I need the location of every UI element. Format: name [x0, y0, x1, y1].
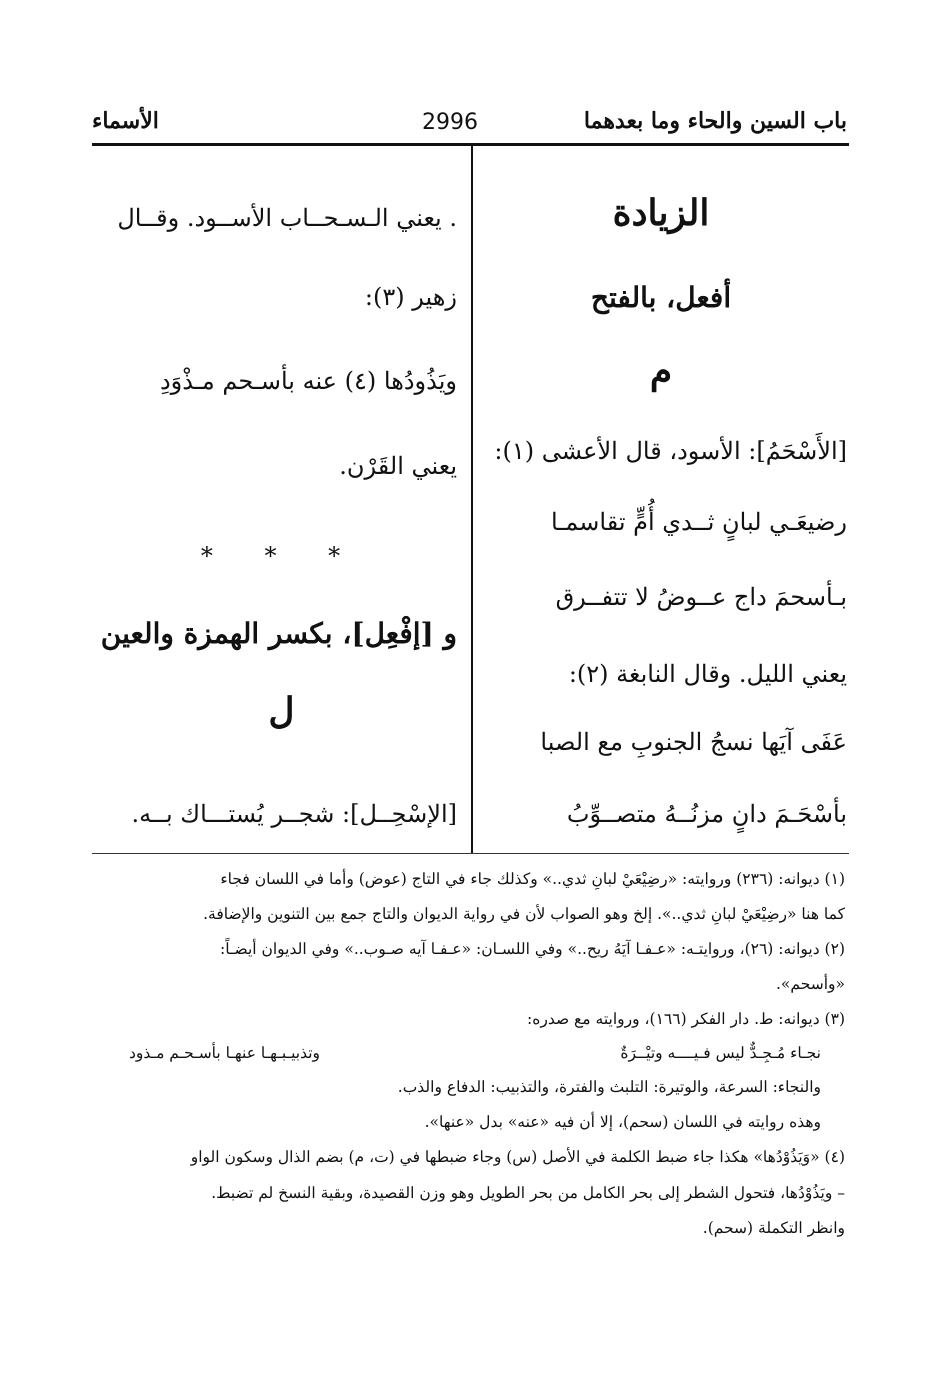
section-heading: الزيادة: [612, 192, 710, 234]
footnote-line: وانظر التكملة (سحم).: [702, 1219, 845, 1237]
footnote-line: (٣) ديوانه: ط. دار الفكر (١٦٦)، وروايته مع صدره:: [527, 1010, 845, 1028]
footnote-line: والنجاء: السرعة، والوتيرة: التلبث والفترة، والتذبيب: الدفاع والذب.: [397, 1078, 821, 1096]
entry-line: [الإسْحِــل]: شجــر يُستـــاك بــه.: [131, 800, 457, 828]
letter-heading: ل: [268, 690, 295, 732]
verse-hemistich-2: وتذبيـبـهـا عنهـا بأسـحـم مـذود: [129, 1044, 321, 1062]
text-line: يعني القَرْن.: [339, 452, 457, 480]
pattern-heading: و [إفْعِل]، بكسر الهمزة والعين: [100, 617, 457, 650]
column-divider: [471, 146, 473, 854]
footnote-line: (١) ديوانه: (٢٣٦) وروايته: «رضِيْعَيْ لبانِ ثدي..» وكذلك جاء في التاج (عوض) وأما في اللسان فجاء: [220, 870, 845, 888]
footnote-verse: [69, 1044, 821, 1062]
text-line: يعني الليل. وقال النابغة (٢):: [568, 660, 847, 688]
footnote-line: (٤) «وَيَذُوْدُها» هكذا جاء ضبط الكلمة في الأصل (س) وجاء ضبطها في (ت، م) بضم الذال وسكون الواو: [190, 1148, 845, 1166]
verse-line: عَفَى آيَها نسجُ الجنوبِ مع الصبا: [540, 728, 847, 756]
verse-line: ويَذُودُها (٤) عنه بأسـحم مـذْوَدِ: [159, 367, 457, 395]
verse-line: بـأسحمَ داج عــوضُ لا تتفــرق: [555, 583, 847, 611]
pattern-heading: أفعل، بالفتح: [590, 281, 732, 314]
entry-line: [الأَسْحَمُ]: الأسود، قال الأعشى (١):: [494, 437, 847, 465]
footnote-line: «وأسحم».: [776, 975, 845, 993]
text-line: زهير (٣):: [364, 283, 457, 311]
footnote-line: (٢) ديوانه: (٢٦)، وروايتـه: «عـفـا آيَهُ ريح..» وفي اللسـان: «عـفـا آيه صـوب..» وفي الديوان أيضـاً:: [220, 940, 845, 958]
verse-line: بأسْحَـمَ دانٍ مزنُــهُ متصــوِّبُ: [566, 800, 847, 828]
section-title: الأسماء: [92, 108, 159, 134]
verse-line: رضيعَـي لبانٍ ثــدي أُمٍّ تقاسمـا: [551, 508, 847, 536]
section-separator: * * *: [200, 542, 363, 570]
footnote-rule: [92, 853, 849, 854]
footnote-line: كما هنا «رضِيْعَيْ لبانِ ثدي..». إلخ وهو الصواب لأن في رواية الديوان والتاج جمع بين التنوين والإضافة.: [203, 905, 845, 923]
page-header: [92, 102, 847, 146]
verse-hemistich-1: نجـاء مُـجِـدٌّ ليس فـيــــه وتيْــرَةٌ: [620, 1044, 821, 1062]
footnote-line: وهذه روايته في اللسان (سحم)، إلا أن فيه «عنه» بدل «عنها».: [424, 1113, 821, 1131]
footnote-line: – ويَذُوْدُها، فتحول الشطر إلى بحر الكامل من بحر الطويل وهو وزن القصيدة، وبقية النسخ لم تضبط.: [211, 1184, 845, 1202]
page-number: 2996: [422, 110, 478, 135]
letter-heading: م: [649, 350, 673, 392]
text-line: . يعني الـسـحــاب الأســود. وقــال: [117, 204, 457, 232]
chapter-title: باب السين والحاء وما بعدهما: [583, 108, 847, 134]
